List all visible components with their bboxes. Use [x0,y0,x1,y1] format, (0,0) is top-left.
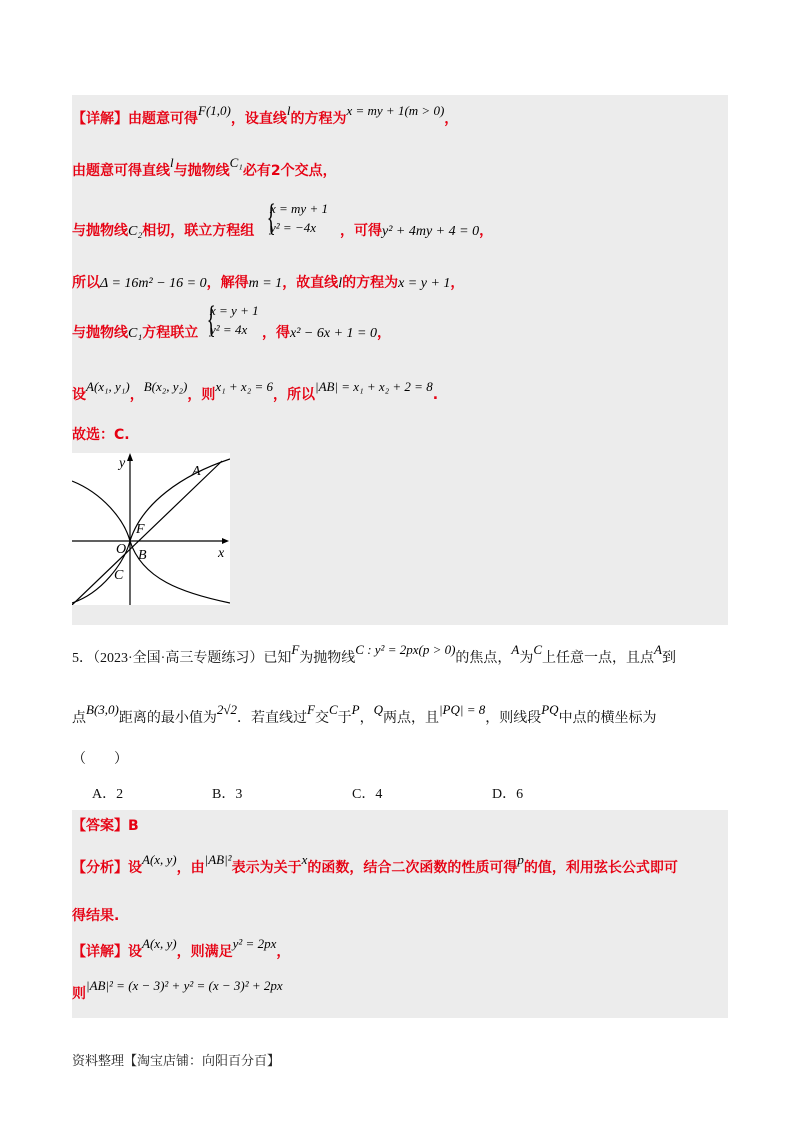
analysis-line-1: 【分析】设A(x, y)，由|AB|²表示为关于x的函数，结合二次函数的性质可得p的值，利用弦长公式即可 [72,852,678,876]
detail-line: 【详解】设A(x, y)，则满足y² = 2px， [72,936,291,960]
solution1-line-4: 所以Δ = 16m² − 16 = 0，解得m = 1，故直线l的方程为x = y + 1， [72,275,465,291]
choice-d: D．6 [492,787,524,802]
parabola-figure [72,453,230,605]
solution-block-2 [72,810,728,1018]
point-c-label: C [114,568,124,583]
analysis-line-2: 得结果. [72,908,120,924]
choice-a: A．2 [92,787,124,802]
choice-c: C．4 [352,787,383,802]
solution1-line-3: 与抛物线C₂相切，联立方程组 [72,223,255,239]
solution1-line-1: 【详解】由题意可得F(1,0)，设直线l的方程为x = my + 1(m > 0)， [72,103,459,127]
equation-system-1: { x = my + 1 y² = −4x [266,197,328,239]
origin-label: O [116,542,127,557]
point-f-label: F [136,522,145,537]
solution1-line-2: 由题意可得直线l与抛物线C₁必有2个交点， [72,155,337,179]
choice-b: B．3 [212,787,243,802]
point-a-label: A [192,464,201,479]
focus-point: F(1,0) [198,103,231,118]
solution1-line-5: 与抛物线C₁方程联立 [72,325,199,341]
last-line: 则|AB|² = (x − 3)² + y² = (x − 3)² + 2px [72,978,283,1002]
line-equation: x = my + 1(m > 0) [346,103,445,118]
answer-line: 【答案】B [72,818,139,834]
x-axis-label: x [218,546,225,561]
page-footer: 资料整理【淘宝店铺：向阳百分百】 [72,1054,281,1069]
solution1-answer: 故选：C. [72,427,130,443]
question5-line-2: 点B(3,0)距离的最小值为2√2．若直线过F交C于P，Q两点，且|PQ| = 8，则线段PQ中点的横坐标为 [72,702,657,726]
solution1-line-5b: ，得x² − 6x + 1 = 0， [262,325,391,341]
solution1-line-3b: ，可得y² + 4my + 4 = 0， [340,223,494,239]
equation-system-2: { x = y + 1 y² = 4x [206,299,259,341]
question5-paren: （ ） [72,752,128,767]
solution-block-1 [72,95,728,625]
question5-line-1: 5．（2023·全国·高三专题练习）已知F为抛物线C : y² = 2px(p > 0)的焦点，A为C上任意一点，且点A到 [72,642,676,666]
y-axis-label: y [119,456,126,471]
solution1-line-6: 设A(x₁, y₁)，B(x₂, y₂)，则x₁ + x₂ = 6，所以|AB| = x₁ + x₂ + 2 = 8. [72,379,439,403]
point-b-label: B [138,548,147,563]
